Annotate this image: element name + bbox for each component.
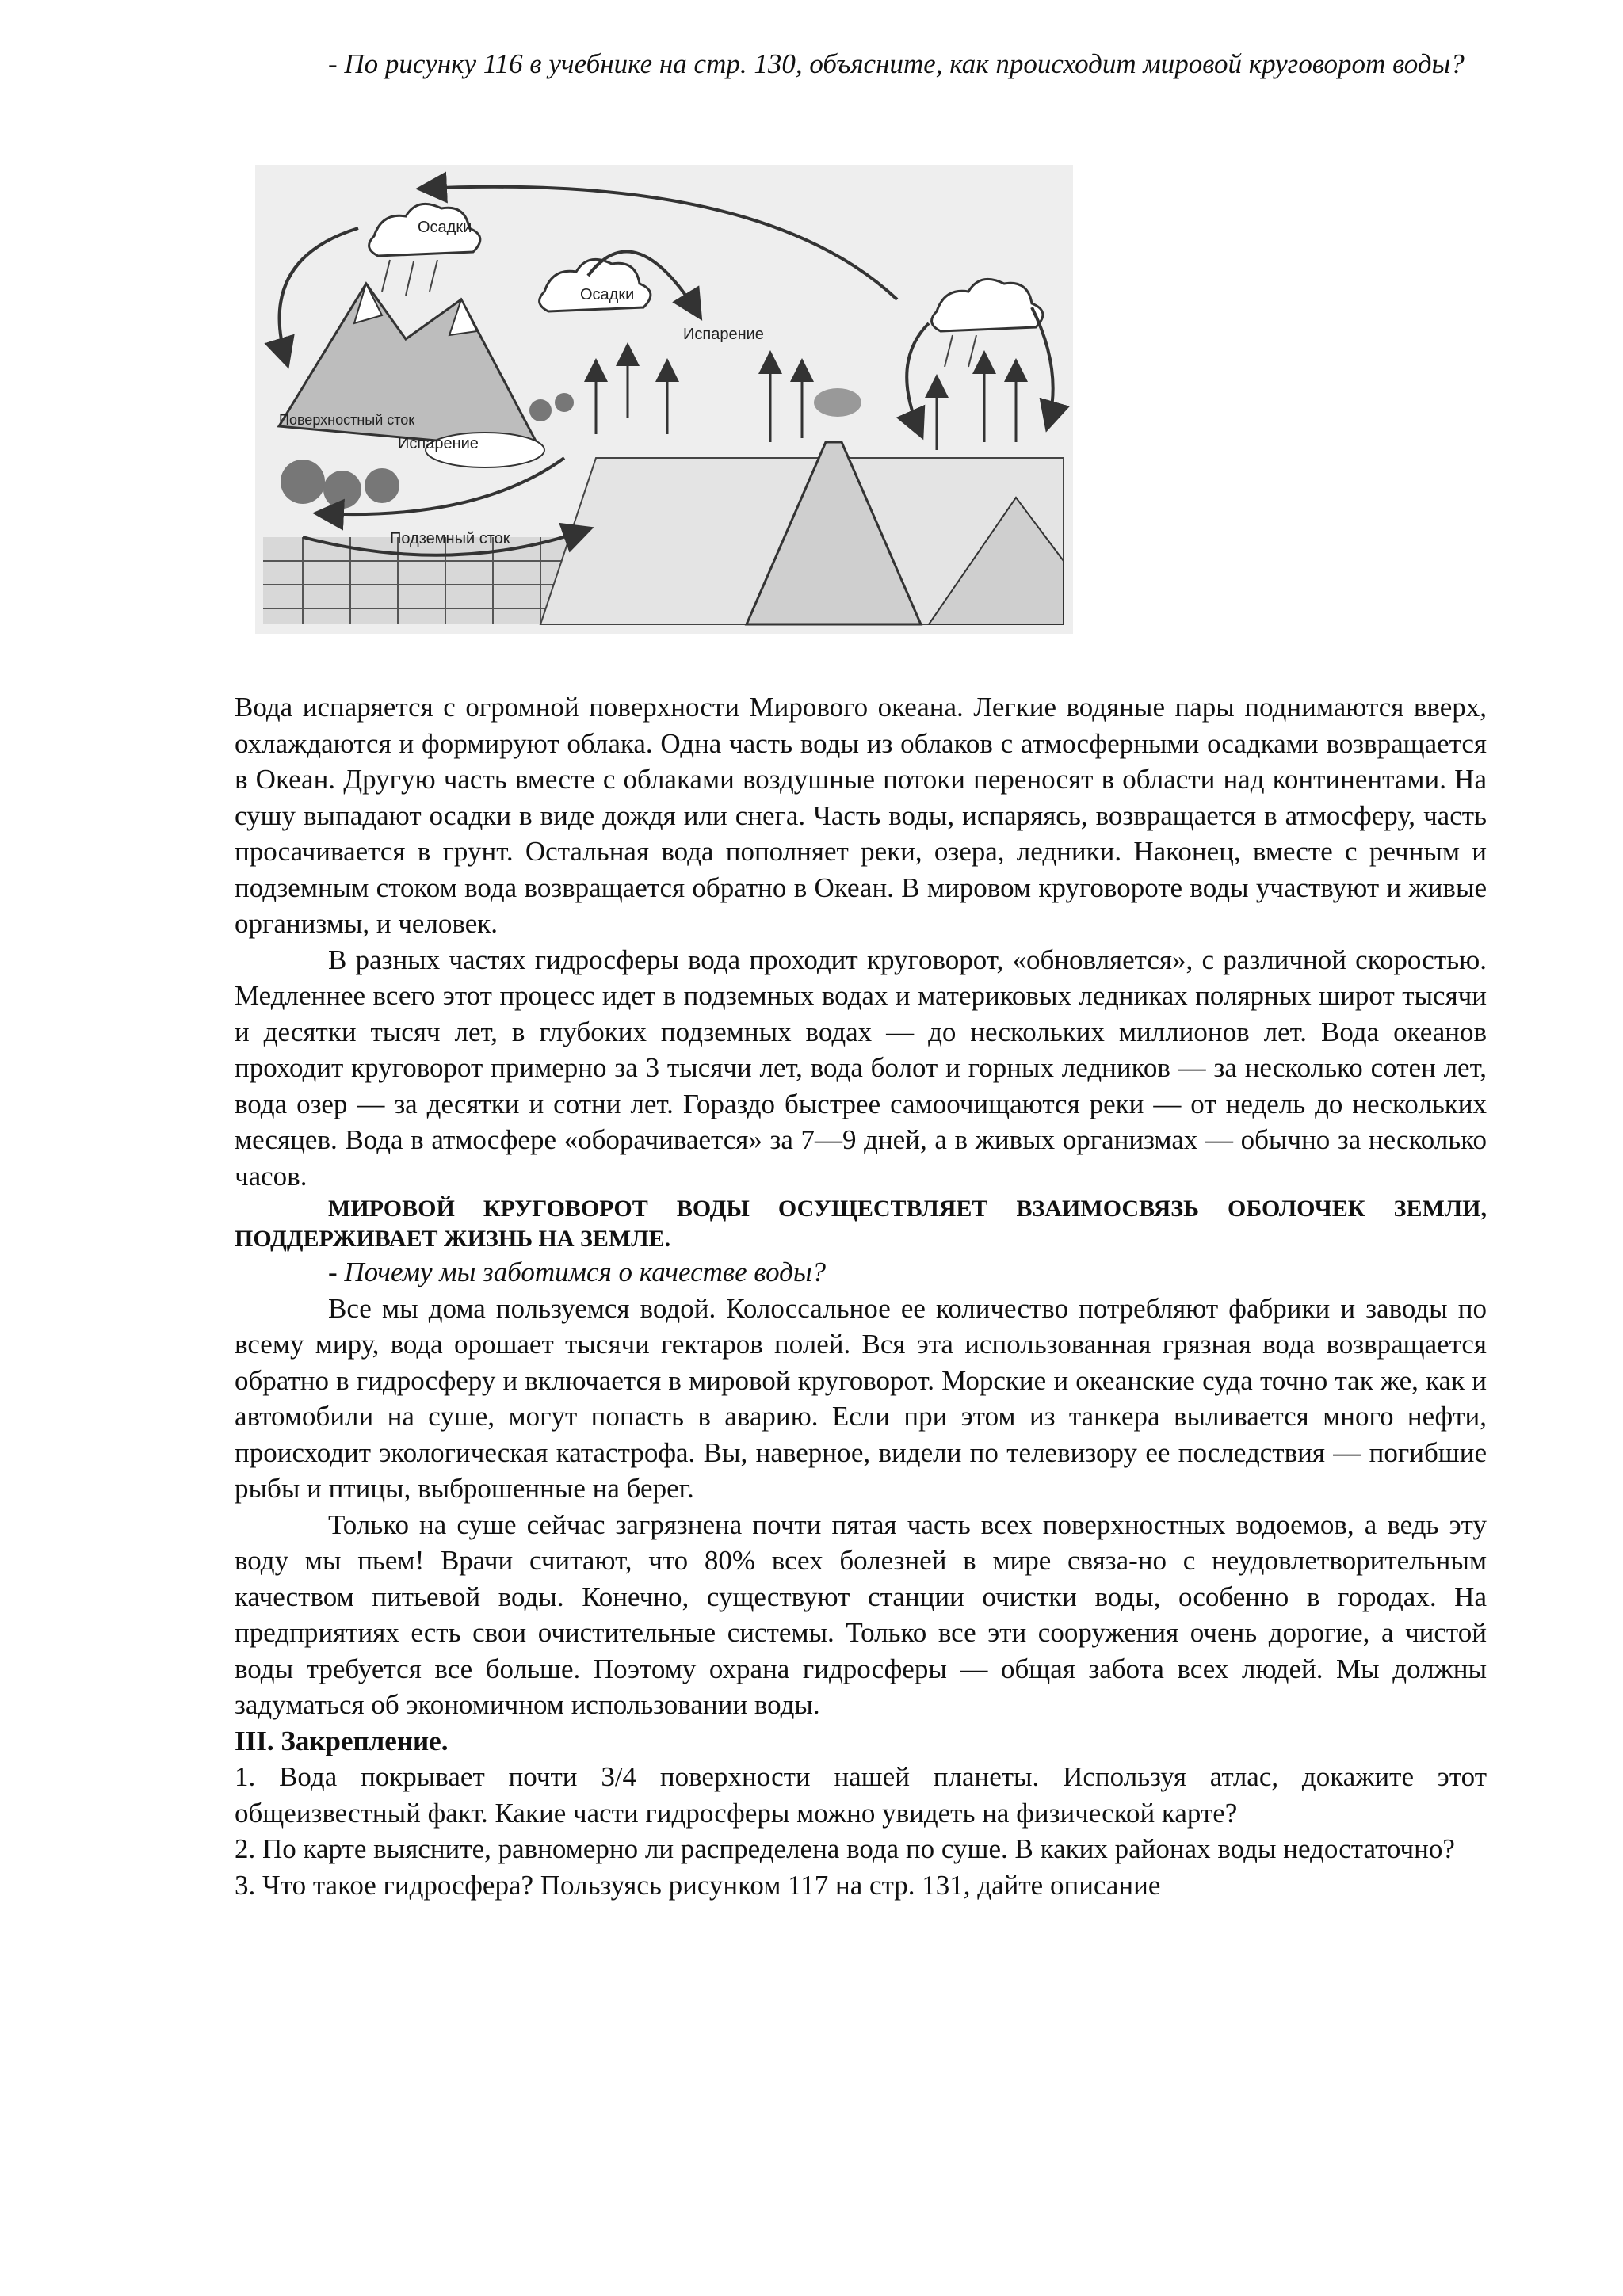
label-evap-lake: Испарение (398, 435, 479, 452)
water-cycle-figure (255, 165, 1073, 634)
paragraph-3: Все мы дома пользуемся водой. Колоссальное ее количество потребляют фабрики и заводы по всему миру, вода орошает тысячи гектаров полей. Вся эта использованная грязная вода возвращается обратно в гидросферу и включается в мировой круговорот. Морские и океанские суда точно так же, как и автомобили на суше, могут попасть в аварию. Если при этом из танкера выливается много нефти, происходит экологическая катастрофа. Вы, наверное, видели по телевизору ее последствия — погибшие рыбы и птицы, выброшенные на берег. (235, 1292, 1487, 1504)
task-1: 1. Вода покрывает почти 3/4 поверхности нашей планеты. Используя атлас, докажите этот общеизвестный факт. Какие части гидросферы можно увидеть на физической карте? (235, 1761, 1487, 1829)
label-groundwater: Подземный сток (390, 530, 510, 547)
paragraph-1: Вода испаряется с огромной поверхности Мирового океана. Легкие водяные пары поднимаются вверх, охлаждаются и формируют облака. Одна часть воды из облаков с атмосферными осадками возвращается в Океан. Другую часть вместе с облаками воздушные потоки переносят в области над континентами. На сушу выпадают осадки в виде дождя или снега. Часть воды, испаряясь, возвращается в атмосферу, часть просачивается в грунт. Остальная вода пополняет реки, озера, ледники. Наконец, вместе с речным и подземным стоком вода возвращается обратно в Океан. В мировом круговороте воды участвуют и живые организмы, и человек. (235, 692, 1487, 939)
caps-statement: МИРОВОЙ КРУГОВОРОТ ВОДЫ ОСУЩЕСТВЛЯЕТ ВЗАИМОСВЯЗЬ ОБОЛОЧЕК ЗЕМЛИ, ПОДДЕРЖИВАЕТ ЖИЗНЬ НА ЗЕМЛЕ. (235, 1196, 1487, 1252)
intro-question (235, 46, 1471, 82)
question-2: - Почему мы заботимся о качестве воды? (328, 1257, 827, 1287)
label-evap-right: Испарение (683, 326, 764, 343)
intro-question-text: - По рисунку 116 в учебнике на стр. 130, объясните, как происходит мировой круговорот воды? (328, 48, 1465, 79)
section-title: III. Закрепление. (235, 1725, 449, 1756)
paragraph-2: В разных частях гидросферы вода проходит круговорот, «обновляется», с различной скоростью. Медленнее всего этот процесс идет в подземных водах и материковых ледниках полярных широт тысячи и десятки тысяч лет, в глубоких подземных водах — до нескольких миллионов лет. Вода океанов проходит круговорот примерно за 3 тысячи лет, вода болот и горных ледников — за несколько сотен лет, вода озер — за десятки и сотни лет. Гораздо быстрее самоочищаются реки — от недель до нескольких месяцев. Вода в атмосфере «оборачивается» за 7—9 дней, а в живых организмах — обычно за несколько часов. (235, 944, 1487, 1192)
label-precip-center: Осадки (580, 286, 635, 303)
task-2: 2. По карте выясните, равномерно ли распределена вода по суше. В каких районах воды недостаточно? (235, 1833, 1455, 1864)
main-text (235, 689, 1487, 1903)
volcano-smoke (814, 388, 861, 417)
label-runoff: Поверхностный сток (279, 412, 415, 428)
task-3: 3. Что такое гидросфера? Пользуясь рисунком 117 на стр. 131, дайте описание (235, 1869, 1161, 1901)
water-cycle-illustration (255, 165, 1073, 634)
label-precip-left: Осадки (418, 219, 472, 236)
paragraph-4: Только на суше сейчас загрязнена почти пятая часть всех поверхностных водоемов, а ведь эту воду мы пьем! Врачи считают, что 80% всех болезней в мире связа-но с неудовлетворительным качеством питьевой воды. Конечно, существуют станции очистки воды, особенно в городах. На предприятиях есть свои очистительные системы. Только все эти сооружения очень дорогие, а чистой воды требуется все больше. Поэтому охрана гидросферы — общая забота всех людей. Мы должны задуматься об экономичном использовании воды. (235, 1508, 1487, 1720)
